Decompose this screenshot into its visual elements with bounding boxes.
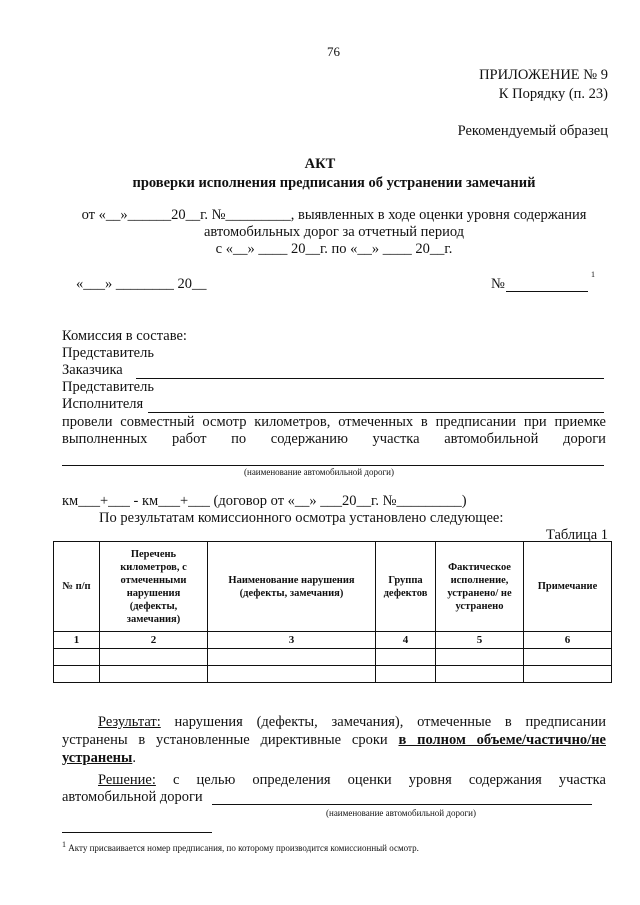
intro-line-1: от «__»______20__г. №_________, выявленных в ходе оценки уровня содержания <box>81 207 587 223</box>
intro-line-3: с «__» ____ 20__г. по «__» ____ 20__г. <box>215 241 453 257</box>
doc-subtitle: проверки исполнения предписания об устранении замечаний <box>132 175 536 191</box>
table-row <box>54 632 612 649</box>
col-number: 6 <box>524 632 612 649</box>
intro-line-2: автомобильных дорог за отчетный период <box>203 224 465 240</box>
col-header-number: № п/п <box>54 542 100 632</box>
result-status: в полном объеме/частично/не <box>398 732 606 748</box>
appendix-title: ПРИЛОЖЕНИЕ № 9 <box>479 67 608 83</box>
col-header-actual-status: Фактическое исполнение, устранено/ не устранено <box>436 542 524 632</box>
table-cell <box>436 649 524 666</box>
decision-line-1: Решение: с целью определения оценки уровня содержания участка <box>98 772 606 788</box>
commission-intro: Комиссия в составе: <box>62 328 187 344</box>
table-row <box>54 666 612 683</box>
col-header-violation: Наименование нарушения (дефекты, замечания) <box>208 542 376 632</box>
representative-label-1: Представитель <box>62 345 154 361</box>
col-number: 5 <box>436 632 524 649</box>
inspection-paragraph-2: выполненных работ по содержанию участка автомобильной дороги <box>62 431 606 447</box>
inspection-table <box>53 541 612 683</box>
table-cell <box>100 666 208 683</box>
table-cell <box>376 649 436 666</box>
table-cell <box>524 649 612 666</box>
col-number: 4 <box>376 632 436 649</box>
table-cell <box>436 666 524 683</box>
col-number: 1 <box>54 632 100 649</box>
table-row <box>54 649 612 666</box>
table-cell <box>54 666 100 683</box>
decision-label: Решение: <box>98 772 156 788</box>
doc-title: АКТ <box>304 156 336 172</box>
col-header-note: Примечание <box>524 542 612 632</box>
road-name-line <box>62 465 604 466</box>
table-header-row <box>54 542 612 632</box>
inspection-paragraph-1: провели совместный осмотр километров, отмеченных в предписании при приемке <box>62 414 606 430</box>
col-number: 2 <box>100 632 208 649</box>
decision-road-line <box>212 804 592 805</box>
footnote-separator <box>62 832 212 833</box>
table-cell <box>376 666 436 683</box>
sample-label: Рекомендуемый образец <box>457 123 608 139</box>
act-footnote-mark: 1 <box>591 270 595 279</box>
result-line-1: Результат: нарушения (дефекты, замечания), отмеченные в предписании <box>98 714 606 730</box>
table-label: Таблица 1 <box>545 527 608 543</box>
km-range-line: км___+___ - км___+___ (договор от «__» ___20__г. №_________) <box>62 493 467 509</box>
customer-label: Заказчика <box>62 362 123 378</box>
act-date: «___» ________ 20__ <box>76 276 207 292</box>
col-header-km-list: Перечень километров, с отмеченными нарушения (дефекты, замечания) <box>100 542 208 632</box>
road-name-caption: (наименование автомобильной дороги) <box>244 467 394 477</box>
contractor-label: Исполнителя <box>62 396 144 412</box>
results-intro: По результатам комиссионного осмотра установлено следующее: <box>99 510 504 526</box>
table-cell <box>524 666 612 683</box>
table-cell <box>208 666 376 683</box>
table-cell <box>54 649 100 666</box>
appendix-ref: К Порядку (п. 23) <box>498 86 608 102</box>
result-line-2: устранены в установленные директивные сроки в полном объеме/частично/не <box>62 732 606 748</box>
result-line-3: устранены. <box>62 750 136 766</box>
act-number-label: № <box>491 276 505 292</box>
decision-line-2: автомобильной дороги <box>62 789 203 805</box>
table-cell <box>100 649 208 666</box>
decision-road-caption: (наименование автомобильной дороги) <box>326 808 476 818</box>
page-number: 76 <box>327 44 340 59</box>
table-cell <box>208 649 376 666</box>
result-label: Результат: <box>98 714 161 730</box>
contractor-line <box>148 412 604 413</box>
col-header-defect-group: Группа дефектов <box>376 542 436 632</box>
footnote: $^1$ Акту присваивается номер предписания, по которому производится комиссионный осмотр. <box>62 840 419 853</box>
representative-label-2: Представитель <box>62 379 154 395</box>
customer-line <box>136 378 604 379</box>
col-number: 3 <box>208 632 376 649</box>
act-number-line <box>506 291 588 292</box>
